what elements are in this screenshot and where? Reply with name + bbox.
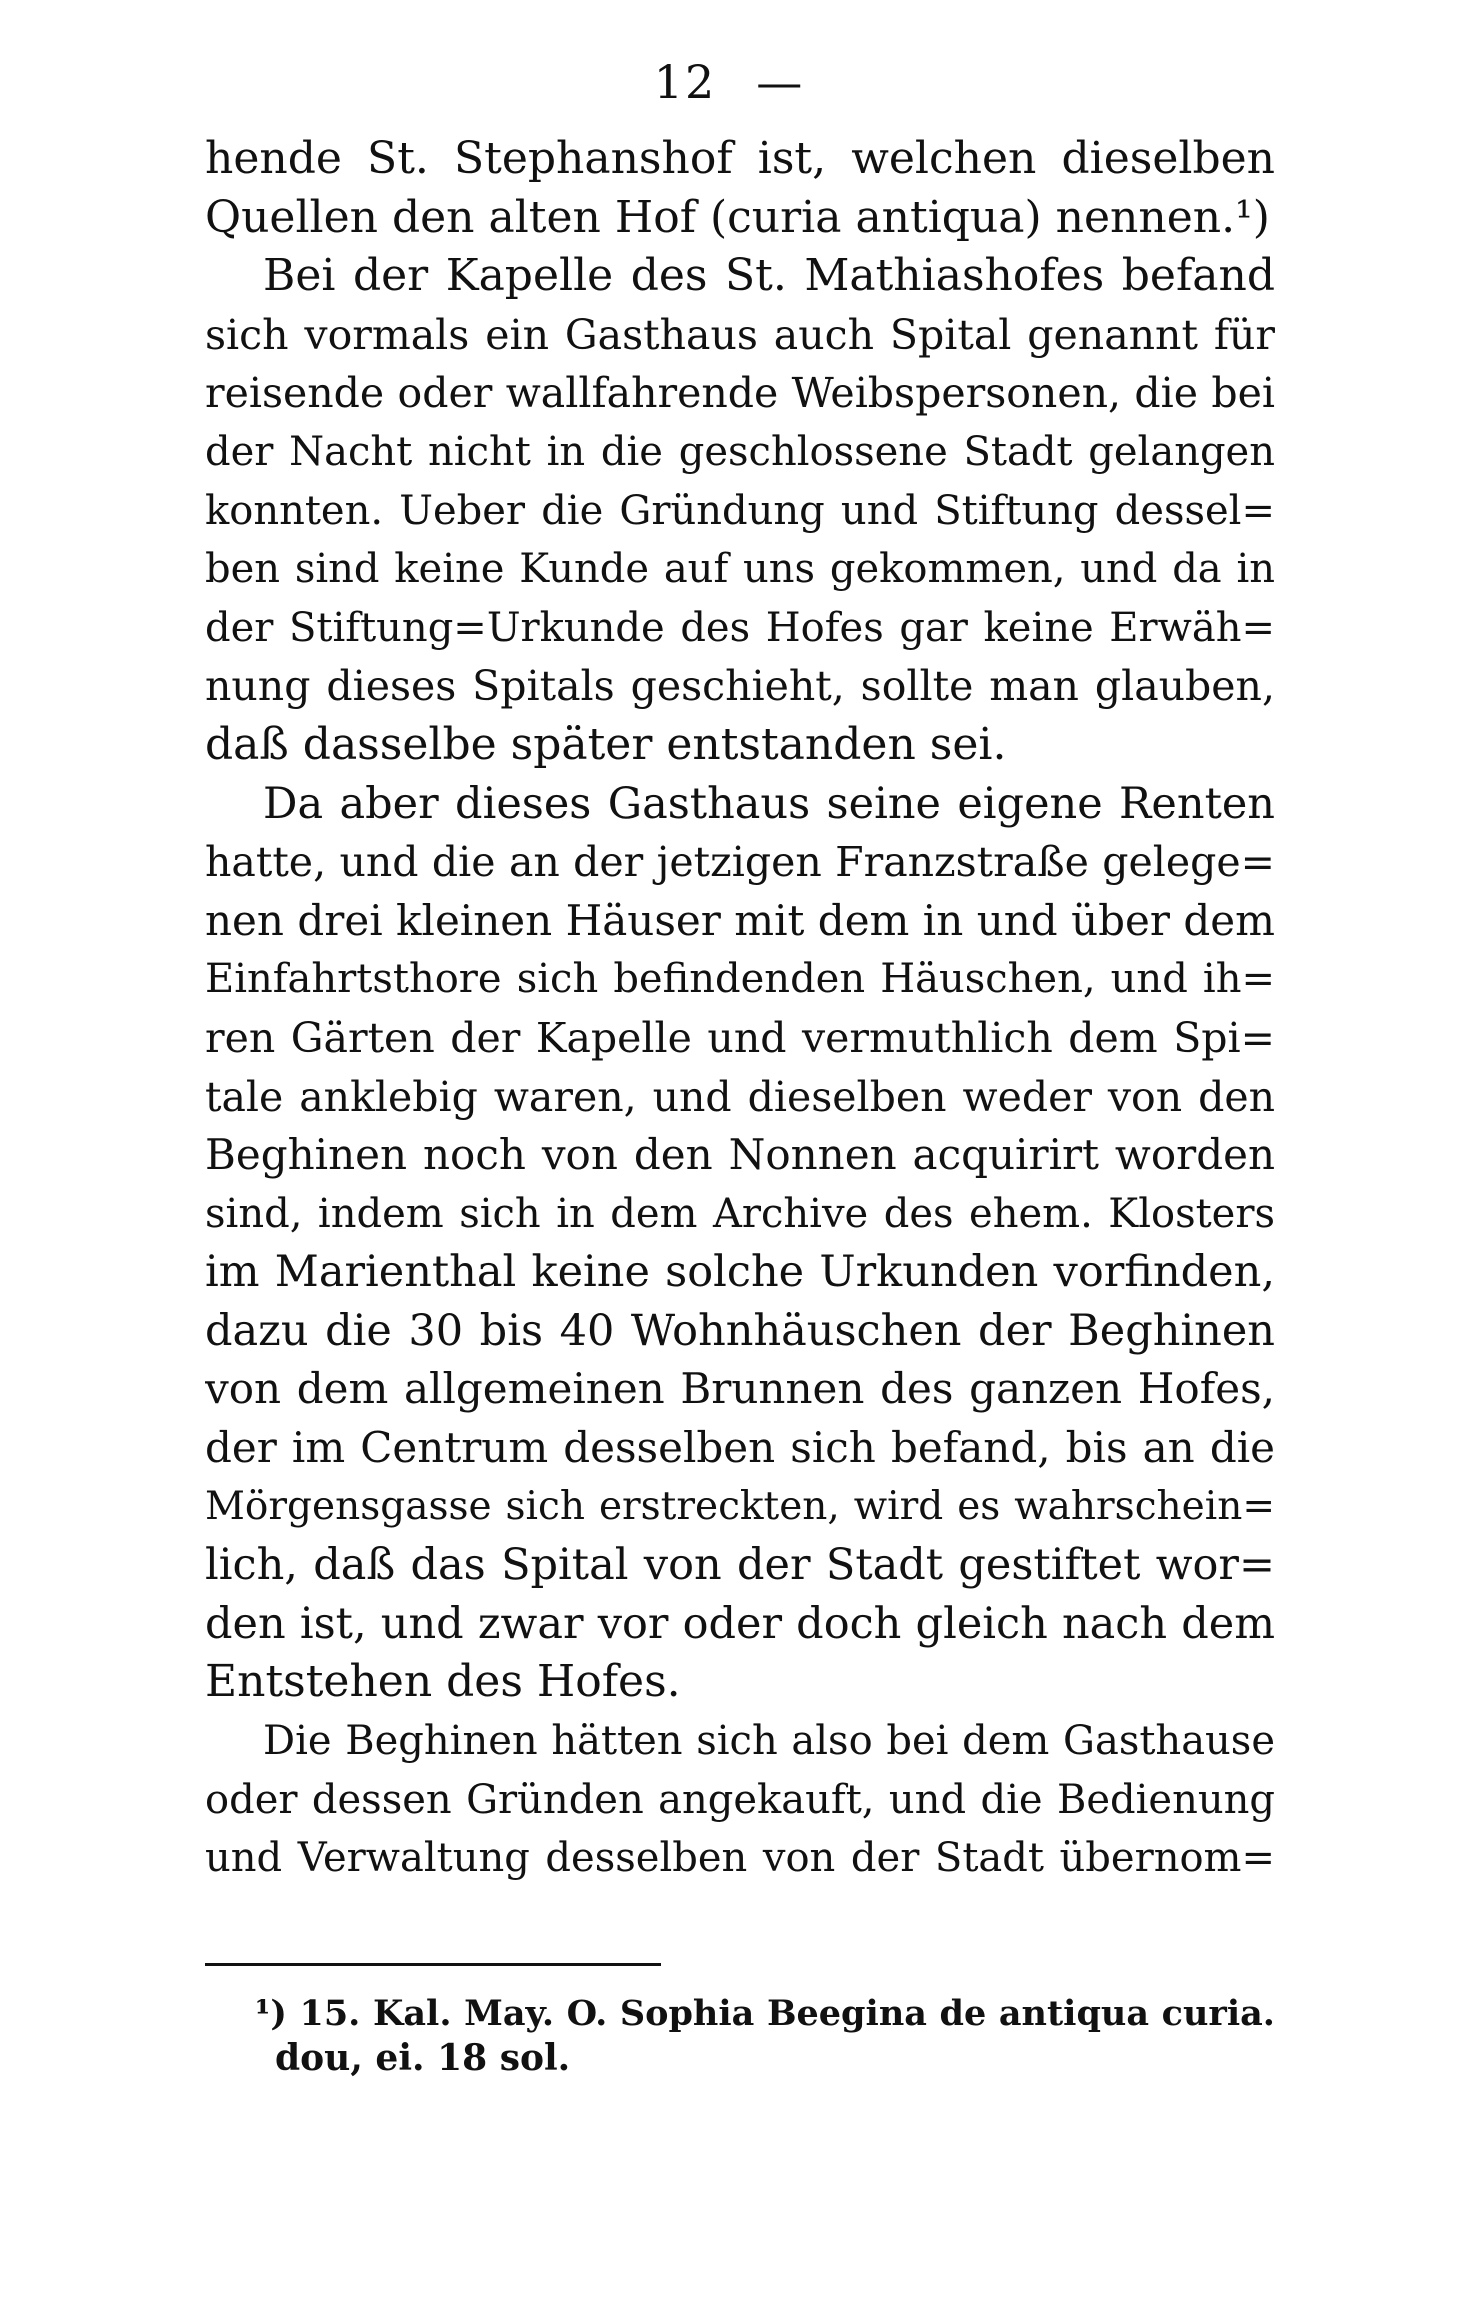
text-line: Bei der Kapelle des St. Mathiashofes befand [263, 250, 1275, 302]
text-line: Beghinen noch von den Nonnen acquirirt worden [205, 1130, 1275, 1180]
text-line: ren Gärten der Kapelle und vermuthlich dem Spi= [205, 1013, 1275, 1062]
text-line: und Verwaltung desselben von der Stadt übernom= [205, 1835, 1275, 1882]
footnote-line: ¹) 15. Kal. May. O. Sophia Beegina de antiqua curia. [255, 1993, 1275, 2034]
text-line: tale anklebig waren, und dieselben weder von den [205, 1072, 1275, 1121]
text-line: ben sind keine Kunde auf uns gekommen, und da in [205, 546, 1275, 593]
text-line: im Marienthal keine solche Urkunden vorfinden, [205, 1247, 1275, 1298]
text-line: sind, indem sich in dem Archive des ehem. Klosters [205, 1190, 1275, 1237]
footnote-divider [205, 1963, 661, 1966]
text-line: nen drei kleinen Häuser mit dem in und über dem [205, 895, 1275, 945]
page-header [0, 55, 1458, 109]
text-line: hende St. Stephanshof ist, welchen dieselben [205, 133, 1275, 184]
text-line: nung dieses Spitals geschieht, sollte man glauben, [205, 662, 1275, 711]
text-line: konnten. Ueber die Gründung und Stiftung dessel= [205, 487, 1275, 534]
text-line: Quellen den alten Hof (curia antiqua) nennen.¹) [205, 191, 1270, 243]
text-line: reisende oder wallfahrende Weibspersonen, die bei [205, 369, 1275, 418]
body-text [205, 130, 1275, 1888]
text-line: der Stiftung=Urkunde des Hofes gar keine Erwäh= [205, 604, 1275, 651]
text-line: der im Centrum desselben sich befand, bis an die [205, 1423, 1275, 1473]
text-line: lich, daß das Spital von der Stadt gestiftet wor= [205, 1540, 1275, 1591]
text-line: hatte, und die an der jetzigen Franzstraße gelege= [205, 838, 1275, 887]
text-line: Die Beghinen hätten sich also bei dem Gasthause [263, 1718, 1275, 1765]
text-line: Entstehen des Hofes. [205, 1656, 681, 1708]
text-line: oder dessen Gründen angekauft, und die Bedienung [205, 1776, 1275, 1823]
footnote-line: dou, ei. 18 sol. [275, 2037, 571, 2079]
text-line: Einfahrtsthore sich befindenden Häuschen, und ih= [205, 956, 1275, 1003]
text-line: daß dasselbe später entstanden sei. [205, 718, 1007, 770]
text-line: von dem allgemeinen Brunnen des ganzen Hofes, [205, 1364, 1275, 1414]
text-line: sich vormals ein Gasthaus auch Spital genannt für [205, 310, 1275, 359]
text-line: der Nacht nicht in die geschlossene Stadt gelangen [205, 428, 1275, 475]
page-number: 12 [653, 55, 717, 109]
text-line: Mörgensgasse sich erstreckten, wird es wahrschein= [205, 1483, 1275, 1529]
footnote-section [255, 1992, 1275, 2080]
header-dash: — [756, 55, 805, 109]
text-line: Da aber dieses Gasthaus seine eigene Renten [263, 778, 1275, 829]
text-line: den ist, und zwar vor oder doch gleich nach dem [205, 1598, 1275, 1649]
text-line: dazu die 30 bis 40 Wohnhäuschen der Beghinen [205, 1305, 1275, 1356]
